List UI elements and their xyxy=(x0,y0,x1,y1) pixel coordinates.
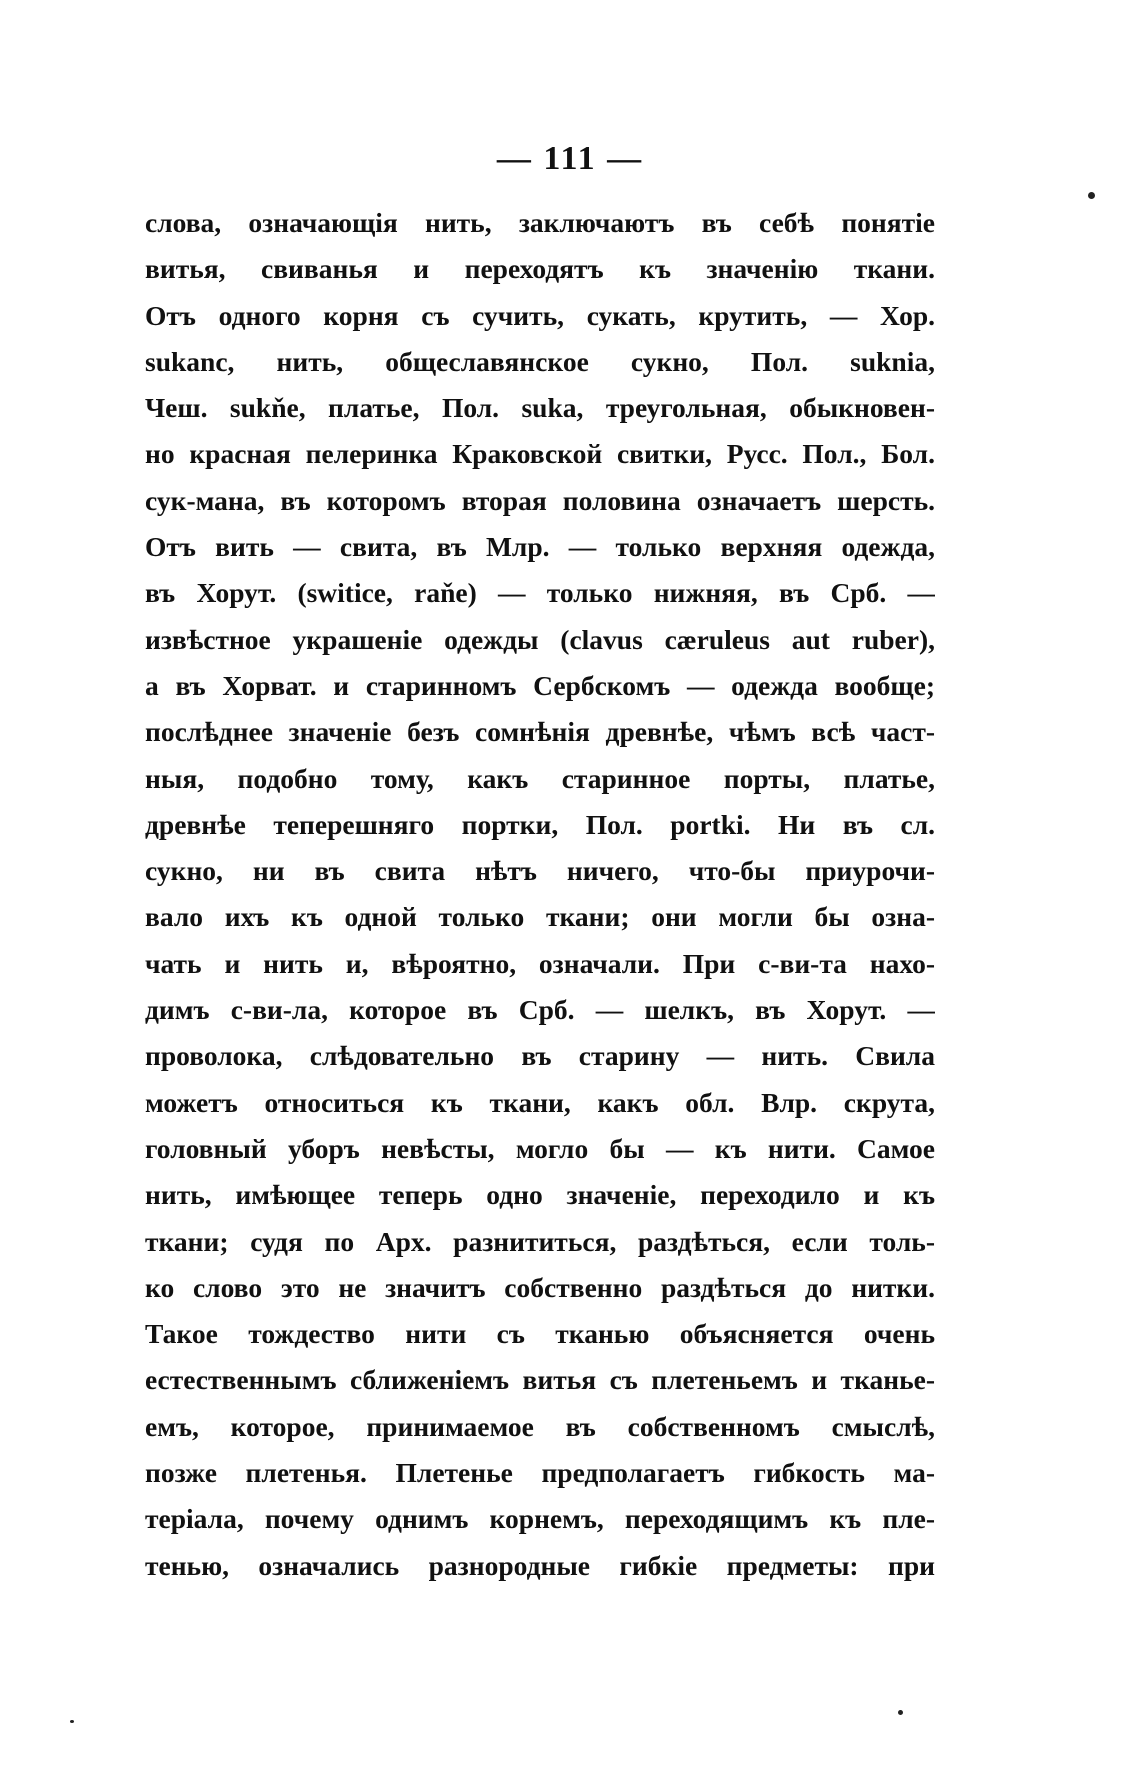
scan-speck xyxy=(70,1720,74,1723)
text-line: а въ Хорват. и старинномъ Сербскомъ — одежда вообще; xyxy=(145,669,935,701)
text-line: ко слово это не значитъ собственно раздѣться до нитки. xyxy=(145,1271,935,1303)
text-line: сук-мана, въ которомъ вторая половина означаетъ шерсть. xyxy=(145,484,935,516)
text-line: извѣстное украшеніе одежды (clavus cæruleus aut ruber), xyxy=(145,623,935,655)
text-line: въ Хорут. (switice, raňe) — только нижняя, въ Срб. — xyxy=(145,577,935,609)
text-line: слова, означающія нить, заключаютъ въ себѣ понятіе xyxy=(145,207,935,238)
text-line: естественнымъ сближеніемъ витья съ плетеньемъ и тканье- xyxy=(145,1364,935,1396)
text-line: чать и нить и, вѣроятно, означали. При с-ви-та нахо- xyxy=(145,947,935,979)
text-line: Отъ вить — свита, въ Млр. — только верхняя одежда, xyxy=(145,531,935,563)
text-line: витья, свиванья и переходятъ къ значенію ткани. xyxy=(145,253,935,285)
text-line: можетъ относиться къ ткани, какъ обл. Влр. скрута, xyxy=(145,1086,935,1118)
text-line: Чеш. sukňe, платье, Пол. suka, треугольная, обыкновен- xyxy=(145,392,935,424)
text-line: ныя, подобно тому, какъ старинное порты, платье, xyxy=(145,762,935,794)
text-line: теріала, почему однимъ корнемъ, переходящимъ къ пле- xyxy=(145,1503,935,1535)
text-line: Отъ одного корня съ сучить, сукать, крутить, — Хор. xyxy=(145,299,935,331)
text-line: sukanc, нить, общеславянское сукно, Пол. suknia, xyxy=(145,345,935,377)
text-line: димъ с-ви-ла, которое въ Срб. — шелкъ, въ Хорут. — xyxy=(145,994,935,1026)
scan-speck xyxy=(898,1710,903,1715)
text-line: емъ, которое, принимаемое въ собственномъ смыслѣ, xyxy=(145,1410,935,1442)
scan-speck xyxy=(1088,192,1095,199)
text-line: проволока, слѣдовательно въ старину — нить. Свила xyxy=(145,1040,935,1072)
body-text xyxy=(145,200,935,1589)
text-line: нить, имѣющее теперь одно значеніе, переходило и къ xyxy=(145,1179,935,1211)
page-number: — 111 — xyxy=(496,140,644,177)
text-line: тенью, означались разнородные гибкіе предметы: при xyxy=(145,1549,935,1581)
text-line: но красная пелеринка Краковской свитки, Русс. Пол., Бол. xyxy=(145,438,935,470)
text-line: головный уборъ невѣсты, могло бы — къ нити. Самое xyxy=(145,1132,935,1164)
text-line: ткани; судя по Арх. разнититься, раздѣться, если толь- xyxy=(145,1225,935,1257)
text-line: Такое тождество нити съ тканью объясняется очень xyxy=(145,1318,935,1350)
text-line: послѣднее значеніе безъ сомнѣнія древнѣе, чѣмъ всѣ част- xyxy=(145,716,935,748)
text-line: древнѣе теперешняго портки, Пол. portki. Ни въ сл. xyxy=(145,808,935,840)
text-line: позже плетенья. Плетенье предполагаетъ гибкость ма- xyxy=(145,1457,935,1489)
text-line: сукно, ни въ свита нѣтъ ничего, что-бы приурочи- xyxy=(145,855,935,887)
text-line: вало ихъ къ одной только ткани; они могли бы озна- xyxy=(145,901,935,933)
